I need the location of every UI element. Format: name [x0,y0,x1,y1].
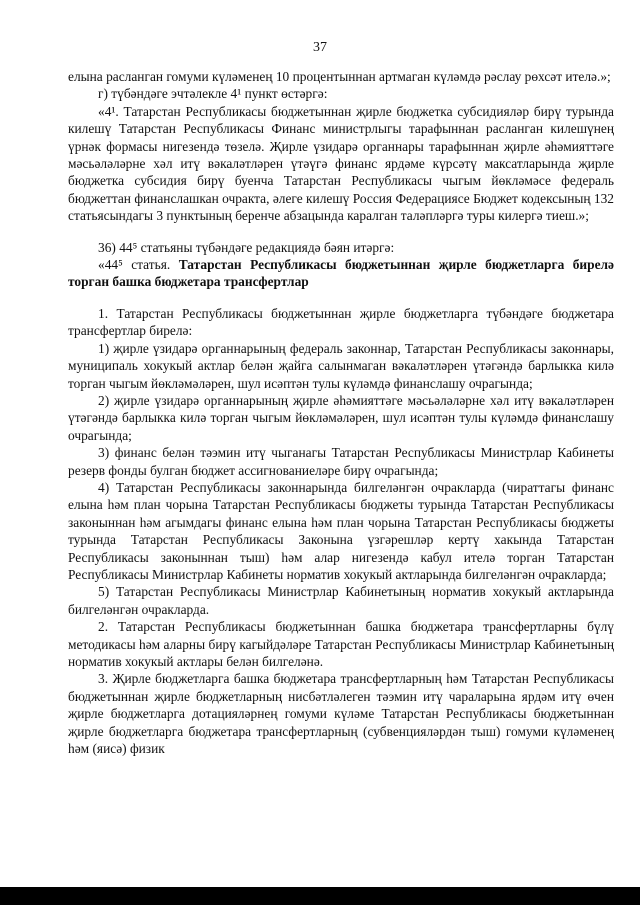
paragraph-item-g: г) түбәндәге эчтәлекле 4¹ пункт өстәргә: [98,86,328,102]
paragraph-clause-1: 1. Татарстан Республикасы бюджетыннан җирле бюджетларга түбәндәге бюджетара трансфертлар бирелә: [68,305,614,339]
paragraph-subclause-3: 3) финанс белән тәэмин итү чыганагы Татарстан Республикасы Министрлар Кабинеты резерв фонды булган бюджет ассигнованиеләре бирү очрагында; [68,445,614,478]
paragraph-subclause-5: 5) Татарстан Республикасы Министрлар Кабинетының норматив хокукый актларында билгеләнгән очракларда. [68,584,614,617]
article-number: «44⁵ статья. [98,257,179,273]
article-title: Татарстан Республикасы бюджетыннан җирле бюджетларга бирелә торган башка бюджетара трансфертлар [68,257,614,290]
article-heading [68,256,614,291]
paragraph-subclause-4: 4) Татарстан Республикасы законнарында билгеләнгән очракларда (чираттагы финанс елына һәм план чорына Татарстан Республикасы бюджеты турында Татарстан Республикасы законыннан һәм агымдагы финанс елына һәм план чорына Татарстан Республикасы бюджеты турында Татарстан Республикасы Законына үзгәрешләр кертү хакында Татарстан Республикасы законыннан тыш) һәм алар нигезендә кабул ителә торган Татарстан Республикасы Министрлар Кабинеты норматив хокукый актларында билгеләнгән очракларда; [68,479,614,582]
paragraph-subclause-1: 1) җирле үзидарә органнарының федераль законнар, Татарстан Республикасы законнары, муниципаль хокукый актлар белән җайга салынмаган вәкаләтләрен үтәгәндә барлыкка килә торган чыгым йөкләмәләрен, шул исәптән тулы күләмдә финанслашу очрагында; [68,340,614,391]
paragraph-continuation: елына расланган гомуми күләменең 10 процентыннан артмаган күләмдә рәслау рөхсәт ителә.»; [68,69,611,84]
paragraph-clause-2: 2. Татарстан Республикасы бюджетыннан башка бюджетара трансфертларны бүлү методикасы һәм аларны бирү кагыйдәләре Татарстан Республикасы Министрлар Кабинетының норматив хокукый актлары белән билгеләнә. [68,619,614,669]
scan-bottom-border [0,887,640,905]
paragraph-point-4-1: «4¹. Татарстан Республикасы бюджетыннан җирле бюджетка субсидияләр бирү турында килешү Татарстан Республикасы Финанс министрлыгы тарафыннан расланган килешүнең үрнәк формасы нигезендә төзелә. Җирле үзидарә органнары тарафыннан җирле әһәмияттәге мәсьәләләрне хәл итү вәкаләтләрен үтәүгә финанс ярдәме күрсәтү максатларында җирле бюджетка субсидия бирү буенча Татарстан Республикасы чыгым йөкләмәсе федераль бюджеттан финанслашкан очракта, әлеге килешү Россия Федерациясе Бюджет кодексының 132 статьясындагы 3 пунктының беренче абзацында каралган таләпләргә туры килергә тиеш.»; [68,103,614,224]
page-number: 37 [313,40,327,55]
document-body [68,68,614,757]
paragraph-clause-3: 3. Җирле бюджетларга башка бюджетара трансфертларның һәм Татарстан Республикасы бюджетыннан җирле бюджетларның нисбәтләлеген тәэмин итү чараларына ярдәм итү өчен җирле бюджетларга дотацияләрнең гомуми күләме Татарстан Республикасы бюджетыннан җирле бюджетларга бюджетара трансфертларның (субвенцияләрдән тыш) гомуми күләменең һәм (яисә) физик [68,671,614,757]
paragraph-subclause-2: 2) җирле үзидарә органнарының җирле әһәмияттәге мәсьәләләрне хәл итү вәкаләтләрен үтәгәндә барлыкка килә торган чыгым йөкләмәләрен, шул исәптән тулы күләмдә финанслашу очрагында; [68,392,614,443]
paragraph-item-36: 36) 44⁵ статьяны түбәндәге редакциядә бәян итәргә: [98,239,395,255]
